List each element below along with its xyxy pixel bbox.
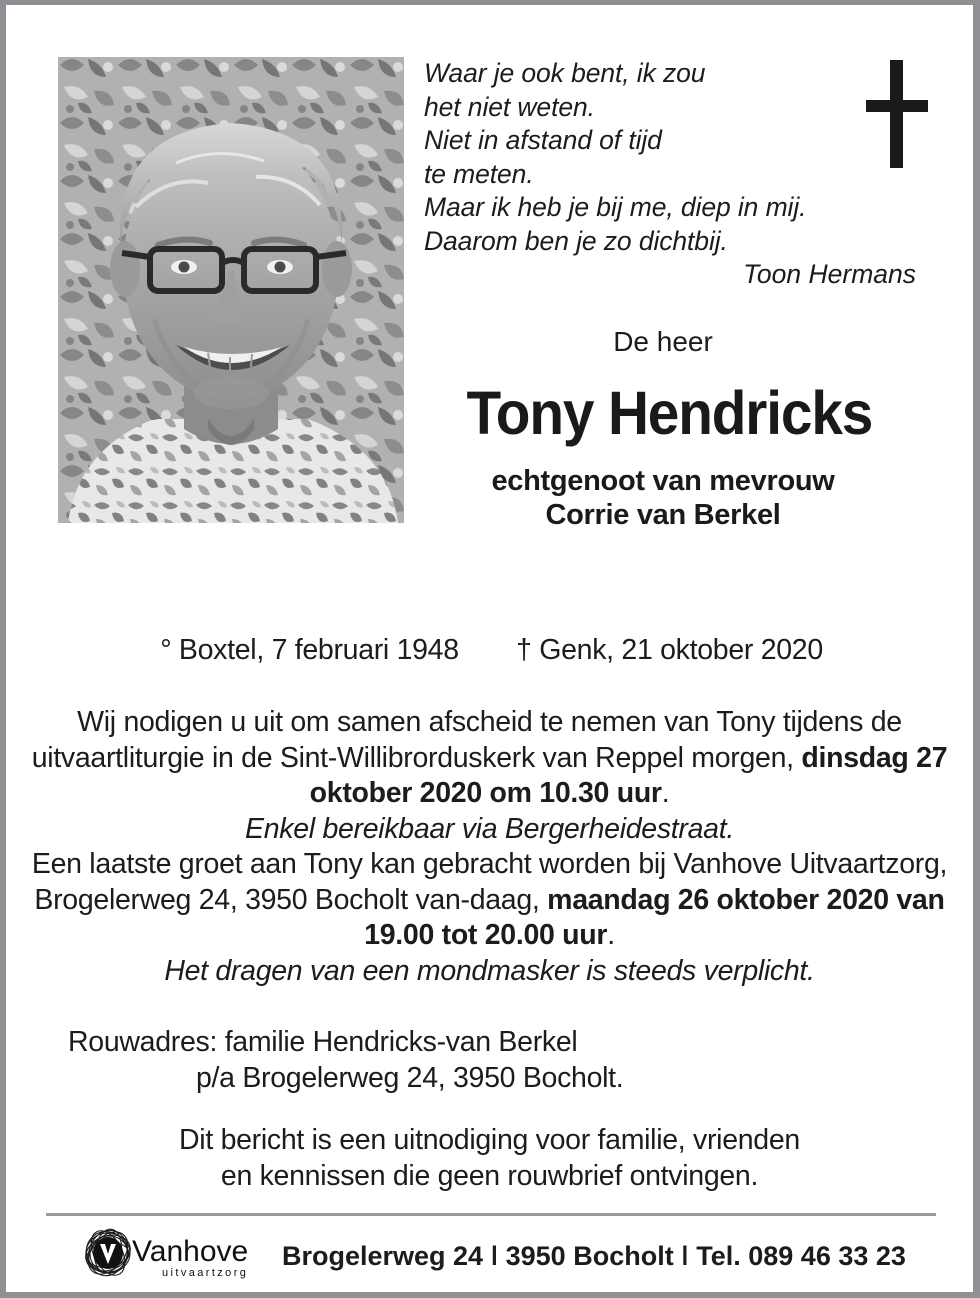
invitation-text-part1: Wij nodigen u uit om samen afscheid te nemen van Tony tijdens de uitvaartliturgie in de Sint-Willibrorduskerk van Reppel morgen, bbox=[31, 706, 902, 774]
header-area bbox=[6, 5, 973, 605]
death-info: † Genk, 21 oktober 2020 bbox=[516, 634, 823, 666]
service-datetime: dinsdag 27 oktober 2020 om 10.30 uur bbox=[309, 741, 948, 809]
portrait-photo bbox=[58, 57, 404, 523]
poem-line: te meten. bbox=[424, 158, 534, 189]
invitation-text bbox=[6, 705, 973, 989]
invitation-paragraph bbox=[6, 705, 973, 812]
closing-line-2: en kennissen die geen rouwbrief ontvingen. bbox=[220, 1159, 759, 1192]
visitation-text-part2: . bbox=[607, 919, 615, 951]
poem-text bbox=[424, 57, 924, 258]
spouse-line-2: Corrie van Berkel bbox=[545, 498, 781, 531]
svg-text:Vanhove: Vanhove bbox=[132, 1235, 249, 1268]
poem-line: Waar je ook bent, ik zou bbox=[424, 58, 706, 88]
footer bbox=[6, 1225, 973, 1287]
poem-line: het niet weten. bbox=[424, 91, 595, 122]
poem-author: Toon Hermans bbox=[743, 259, 916, 289]
svg-text:uitvaartzorg: uitvaartzorg bbox=[162, 1267, 249, 1279]
mourning-address-line-1: Rouwadres: familie Hendricks-van Berkel bbox=[68, 1026, 578, 1058]
vanhove-logo bbox=[78, 1227, 268, 1285]
birth-info: ° Boxtel, 7 februari 1948 bbox=[160, 634, 459, 666]
closing-note bbox=[6, 1123, 973, 1194]
visitation-text-part1: Een laatste groet aan Tony kan gebracht worden bij Vanhove Uitvaartzorg, Brogelerweg 24, 3950 Bocholt van-daag, bbox=[31, 848, 948, 916]
spouse-info bbox=[424, 464, 924, 532]
mask-note-text: Het dragen van een mondmasker is steeds verplicht. bbox=[164, 954, 815, 987]
birth-death-row bbox=[6, 633, 973, 667]
access-note-text: Enkel bereikbaar via Bergerheidestraat. bbox=[245, 812, 734, 845]
access-note bbox=[6, 812, 973, 848]
visitation-datetime: maandag 26 oktober 2020 van 19.00 tot 20.00 uur bbox=[364, 883, 945, 951]
footer-divider bbox=[46, 1213, 936, 1216]
deceased-name: Tony Hendricks bbox=[466, 378, 873, 447]
mourning-address bbox=[6, 1025, 973, 1096]
visitation-paragraph bbox=[6, 847, 973, 954]
spouse-line-1: echtgenoot van mevrouw bbox=[491, 464, 835, 497]
poem-line: Maar ik heb je bij me, diep in mij. bbox=[424, 192, 807, 222]
mourning-address-line-2: p/a Brogelerweg 24, 3950 Bocholt. bbox=[196, 1061, 624, 1094]
salutation: De heer bbox=[613, 325, 713, 357]
poem-line: Niet in afstand of tijd bbox=[424, 125, 662, 155]
announcement-column bbox=[424, 57, 924, 532]
closing-line-1: Dit bericht is een uitnodiging voor familie, vrienden bbox=[179, 1124, 800, 1156]
footer-address: Brogelerweg 24 ǀ 3950 Bocholt ǀ Tel. 089 46 33 23 bbox=[282, 1240, 906, 1271]
mask-note bbox=[6, 954, 973, 990]
invitation-text-part2: . bbox=[661, 777, 670, 809]
poem-line: Daarom ben je zo dichtbij. bbox=[424, 225, 728, 256]
